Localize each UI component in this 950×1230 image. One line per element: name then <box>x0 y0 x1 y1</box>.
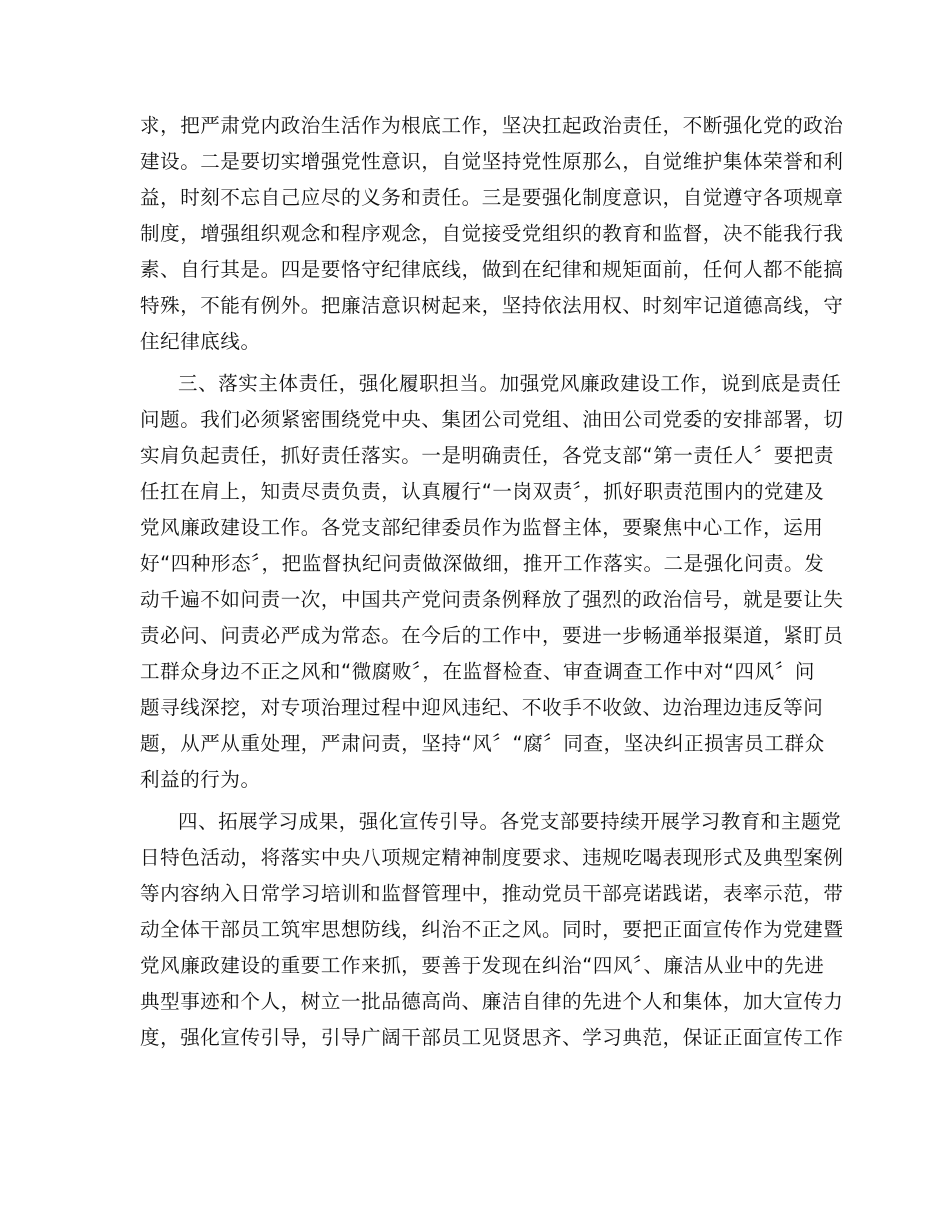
text-line: 实肩负起责任，抓好责任落实。一是明确责任，各党支部“第一责任人〞要把责 <box>140 444 835 467</box>
text-line: 住纪律底线。 <box>140 330 261 353</box>
text-line: 题，从严从重处理，严肃问责，坚持“风〞“腐〞同查，坚决纠正损害员工群众 <box>140 732 825 755</box>
text-line: 党风廉政建设工作。各党支部纪律委员作为监督主体，要聚焦中心工作，运用 <box>140 516 824 539</box>
text-line: 责必问、问责必严成为常态。在今后的工作中，要进一步畅通举报渠道，紧盯员 <box>140 624 844 647</box>
paragraph-heading-line: 四、拓展学习成果，强化宣传引导。各党支部要持续开展学习教育和主题党 <box>178 810 842 833</box>
text-line: 建设。二是要切实增强党性意识，自觉坚持党性原那么，自觉维护集体荣誉和利 <box>140 150 844 173</box>
text-line: 工群众身边不正之风和“微腐败〞，在监督检查、审查调查工作中对“四风〞问 <box>140 660 815 683</box>
text-line: 好“四种形态〞，把监督执纪问责做深做细，推开工作落实。二是强化问责。发 <box>140 552 825 575</box>
text-line: 问题。我们必须紧密围绕党中央、集团公司党组、油田公司党委的安排部署，切 <box>140 408 844 431</box>
text-line: 度，强化宣传引导，引导广阔干部员工见贤思齐、学习典范，保证正面宣传工作 <box>140 1026 844 1049</box>
text-line: 特殊，不能有例外。把廉洁意识树起来，坚持依法用权、时刻牢记道德高线，守 <box>140 294 844 317</box>
text-line: 动千遍不如问责一次，中国共产党问责条例释放了强烈的政治信号，就是要让失 <box>140 588 844 611</box>
text-line: 求，把严肃党内政治生活作为根底工作，坚决扛起政治责任，不断强化党的政治 <box>140 114 844 137</box>
text-line: 素、自行其是。四是要恪守纪律底线，做到在纪律和规矩面前，任何人都不能搞 <box>140 258 844 281</box>
text-line: 利益的行为。 <box>140 768 261 791</box>
text-line: 制度，增强组织观念和程序观念，自觉接受党组织的教育和监督，决不能我行我 <box>140 222 844 245</box>
text-line: 任扛在肩上，知责尽责负责，认真履行“一岗双责〞，抓好职责范围内的党建及 <box>140 480 825 503</box>
text-line: 党风廉政建设的重要工作来抓，要善于发现在纠治“四风〞、廉洁从业中的先进 <box>140 954 825 977</box>
text-line: 题寻线深挖，对专项治理过程中迎风违纪、不收手不收敛、边治理边违反等问 <box>140 696 824 719</box>
paragraph-heading-line: 三、落实主体责任，强化履职担当。加强党风廉政建设工作，说到底是责任 <box>178 372 842 395</box>
text-line: 益，时刻不忘自己应尽的义务和责任。三是要强化制度意识，自觉遵守各项规章 <box>140 186 844 209</box>
text-line: 日特色活动，将落实中央八项规定精神制度要求、违规吃喝表现形式及典型案例 <box>140 846 844 869</box>
text-line: 动全体干部员工筑牢思想防线，纠治不正之风。同时，要把正面宣传作为党建暨 <box>140 918 844 941</box>
text-line: 等内容纳入日常学习培训和监督管理中，推动党员干部亮诺践诺，表率示范，带 <box>140 882 844 905</box>
text-line: 典型事迹和个人，树立一批品德高尚、廉洁自律的先进个人和集体，加大宣传力 <box>140 990 844 1013</box>
